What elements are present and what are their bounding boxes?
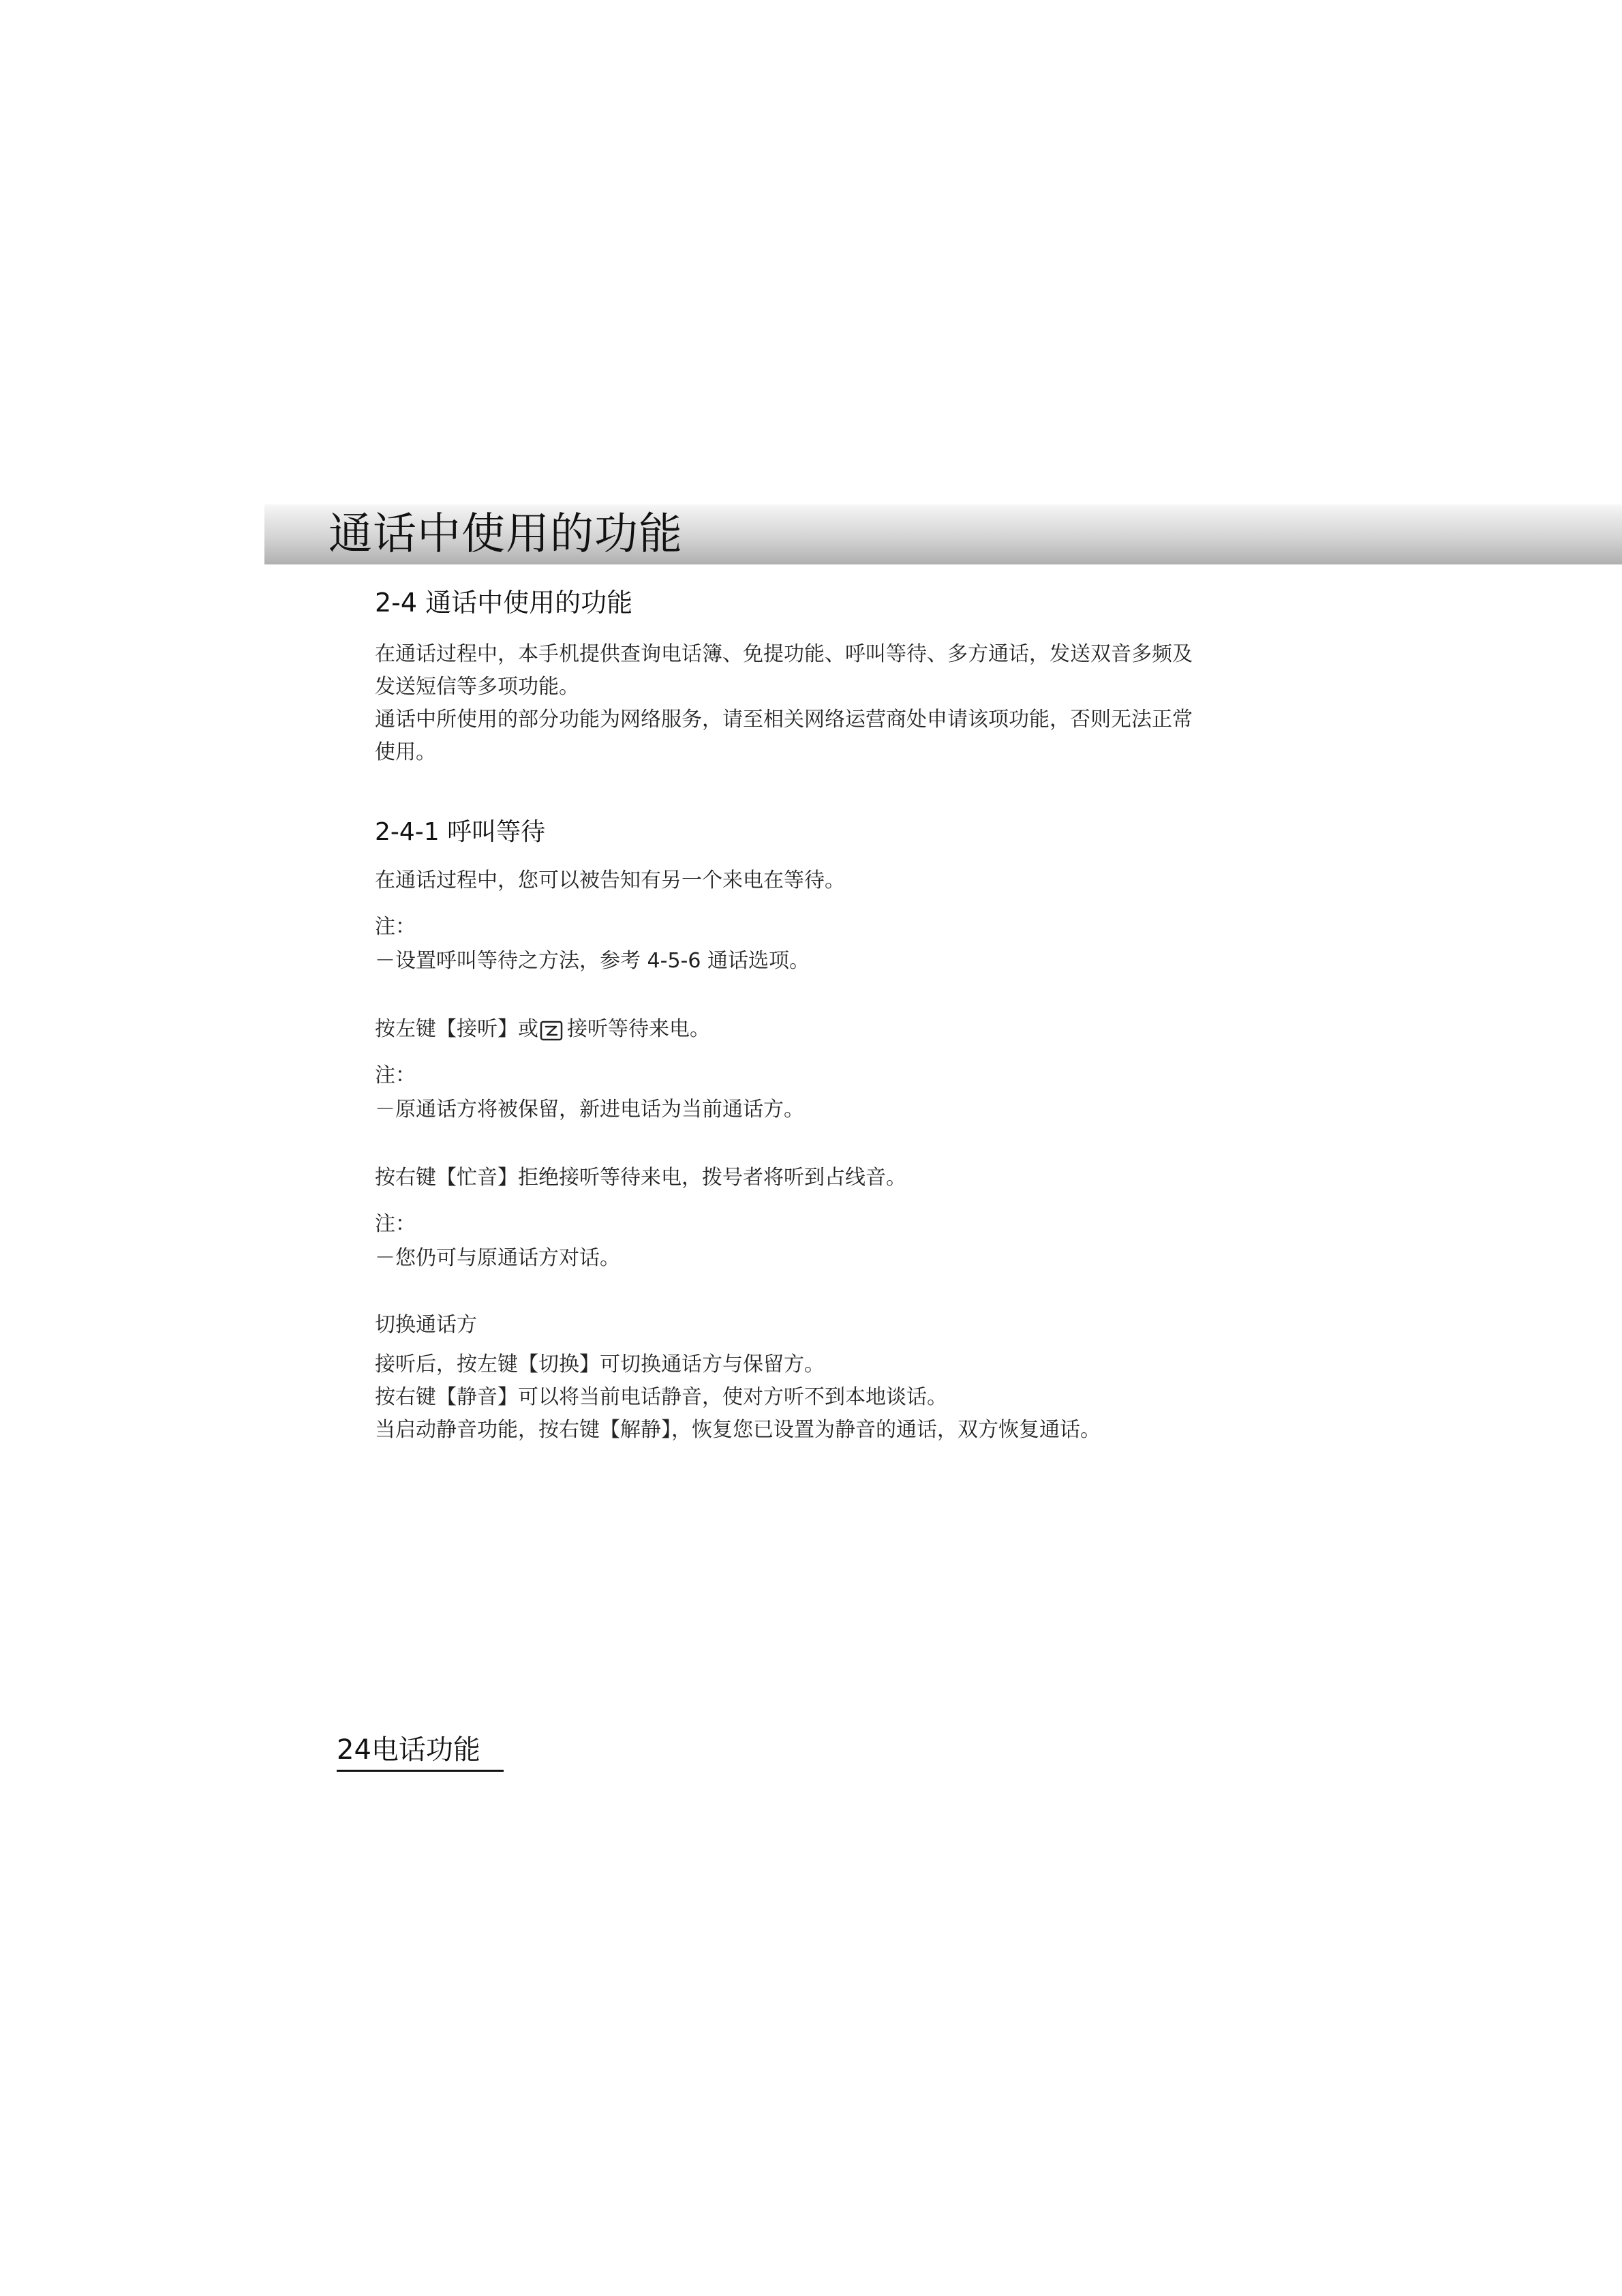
subsection-intro: 在通话过程中，您可以被告知有另一个来电在等待。 <box>375 868 845 892</box>
intro-line: 在通话过程中，本手机提供查询电话簿、免提功能、呼叫等待、多方通话，发送双音多频及 <box>375 642 1193 666</box>
note-label: 注： <box>375 1063 416 1087</box>
page-title: 通话中使用的功能 <box>328 509 683 560</box>
subsection-heading: 2-4-1 呼叫等待 <box>375 818 546 846</box>
call-send-icon <box>540 1018 563 1039</box>
switch-line: 按右键【静音】可以将当前电话静音，使对方听不到本地谈话。 <box>375 1385 947 1409</box>
answer-text-before: 按左键【接听】或 <box>375 1017 538 1041</box>
switch-heading: 切换通话方 <box>375 1313 477 1337</box>
intro-line: 通话中所使用的部分功能为网络服务，请至相关网络运营商处申请该项功能，否则无法正常 <box>375 708 1193 731</box>
note-item: －您仍可与原通话方对话。 <box>375 1246 620 1270</box>
reject-instruction: 按右键【忙音】拒绝接听等待来电，拨号者将听到占线音。 <box>375 1166 906 1190</box>
answer-text-after: 接听等待来电。 <box>567 1017 710 1041</box>
section-heading: 2-4 通话中使用的功能 <box>375 588 633 618</box>
intro-line: 发送短信等多项功能。 <box>375 675 579 699</box>
answer-instruction <box>375 1013 1247 1046</box>
note-item: －原通话方将被保留，新进电话为当前通话方。 <box>375 1098 804 1121</box>
page-footer: 24电话功能 <box>337 1730 504 1772</box>
switch-line: 当启动静音功能，按右键【解静】，恢复您已设置为静音的通话，双方恢复通话。 <box>375 1418 1101 1442</box>
note-label: 注： <box>375 1212 416 1236</box>
intro-line: 使用。 <box>375 740 436 764</box>
note-label: 注： <box>375 915 416 939</box>
switch-line: 接听后，按左键【切换】可切换通话方与保留方。 <box>375 1353 825 1376</box>
main-content <box>375 585 1247 1447</box>
note-item: －设置呼叫等待之方法，参考 4-5-6 通话选项。 <box>375 949 810 973</box>
